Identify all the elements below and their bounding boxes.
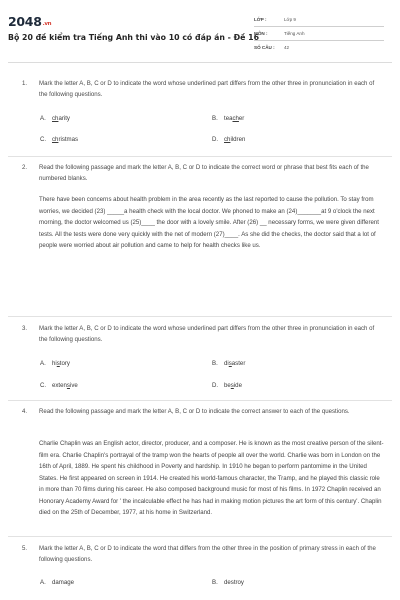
option-a[interactable]: A. damage [40, 579, 75, 586]
question-number: 2. [22, 164, 28, 171]
option-b[interactable]: B. disaster [212, 360, 246, 367]
option-b[interactable]: B. destroy [212, 579, 244, 586]
question-number: 5. [22, 545, 28, 552]
option-b[interactable]: B. teacher [212, 115, 245, 122]
class-value: Lớp 9 [284, 17, 296, 22]
question-text: Mark the letter A, B, C or D to indicate the word whose underlined part differs from the other three in pronunciation in each of the following questions. [39, 325, 375, 344]
header-divider [8, 62, 392, 63]
option-c[interactable]: C. christmas [40, 136, 79, 143]
question-text: Read the following passage and mark the letter A, B, C or D to indicate the correct answer to each of the questions. [39, 408, 350, 415]
reading-passage: Charlie Chaplin was an English actor, director, producer, and a composer. He is known as the most creative person of the silent-film era. Charlie Chaplin's portrayal of the tramp won the hearts of people all over the world. Charlie was born in London on the 16th of April, 1889. He spent his childhood in Poverty and hardship. In 1910 he began to perform pantomime in the United States. He first appeared on screen in 1914. He created his world-famous character, the Tramp, and he played this classic role in more than 70 films during his career. He also composed background music for most of his films. In 1972 Chaplin received an Honorary Academy Award for ' the incalculable effect he has had in making motion pictures the art form of this century'. Chaplin died on the 25th of December, 1977, at his home in Switzerland. [39, 440, 384, 516]
question-number: 1. [22, 80, 28, 87]
question-text: Mark the letter A, B, C or D to indicate the word whose underlined part differs from the other three in pronunciation in each of the following questions. [39, 80, 375, 99]
count-label: SỐ CÂU : [254, 45, 275, 50]
option-a[interactable]: A. history [40, 360, 70, 367]
question-text: Read the following passage and mark the letter A, B, C or D to indicate the correct word or phrase that best fits each of the numbered blanks. [39, 164, 369, 183]
question-divider [8, 400, 392, 401]
class-label: LỚP : [254, 17, 267, 22]
question-divider [8, 156, 392, 157]
count-value: 42 [284, 45, 290, 50]
subject-label: MÔN : [254, 31, 268, 36]
option-c[interactable]: C. extensive [40, 382, 78, 389]
site-logo[interactable]: 2048.vn [8, 14, 52, 29]
document-title: Bộ 20 đề kiểm tra Tiếng Anh thi vào 10 có đáp án - Đề 16 [8, 33, 260, 42]
option-d[interactable]: D. beside [212, 382, 242, 389]
meta-divider [254, 26, 384, 27]
meta-divider [254, 40, 384, 41]
option-a[interactable]: A. charity [40, 115, 70, 122]
option-d[interactable]: D. children [212, 136, 246, 143]
question-number: 4. [22, 408, 28, 415]
page-header [0, 0, 400, 64]
question-number: 3. [22, 325, 28, 332]
subject-value: Tiếng Anh [284, 31, 305, 36]
question-divider [8, 316, 392, 317]
question-divider [8, 536, 392, 537]
question-text: Mark the letter A, B, C or D to indicate the word that differs from the other three in the position of primary stress in each of the following questions. [39, 545, 376, 564]
reading-passage: There have been concerns about health problem in the area recently as the last reported to cause the pollution. To stay from worries, we decided (23) _____a health check with the local doctor. We phoned to make an (24)_______at 9 o'clock the next morning, the doctor welcomed us (25)____ the door with a lovely smile. After (26) __ necessary forms, we were given different tests. All the tests were done very quickly with the net of modern (27)____. As she did the checks, the doctor said that a lot of people were worried about air pollution and came to help for health checks like us. [39, 196, 379, 249]
